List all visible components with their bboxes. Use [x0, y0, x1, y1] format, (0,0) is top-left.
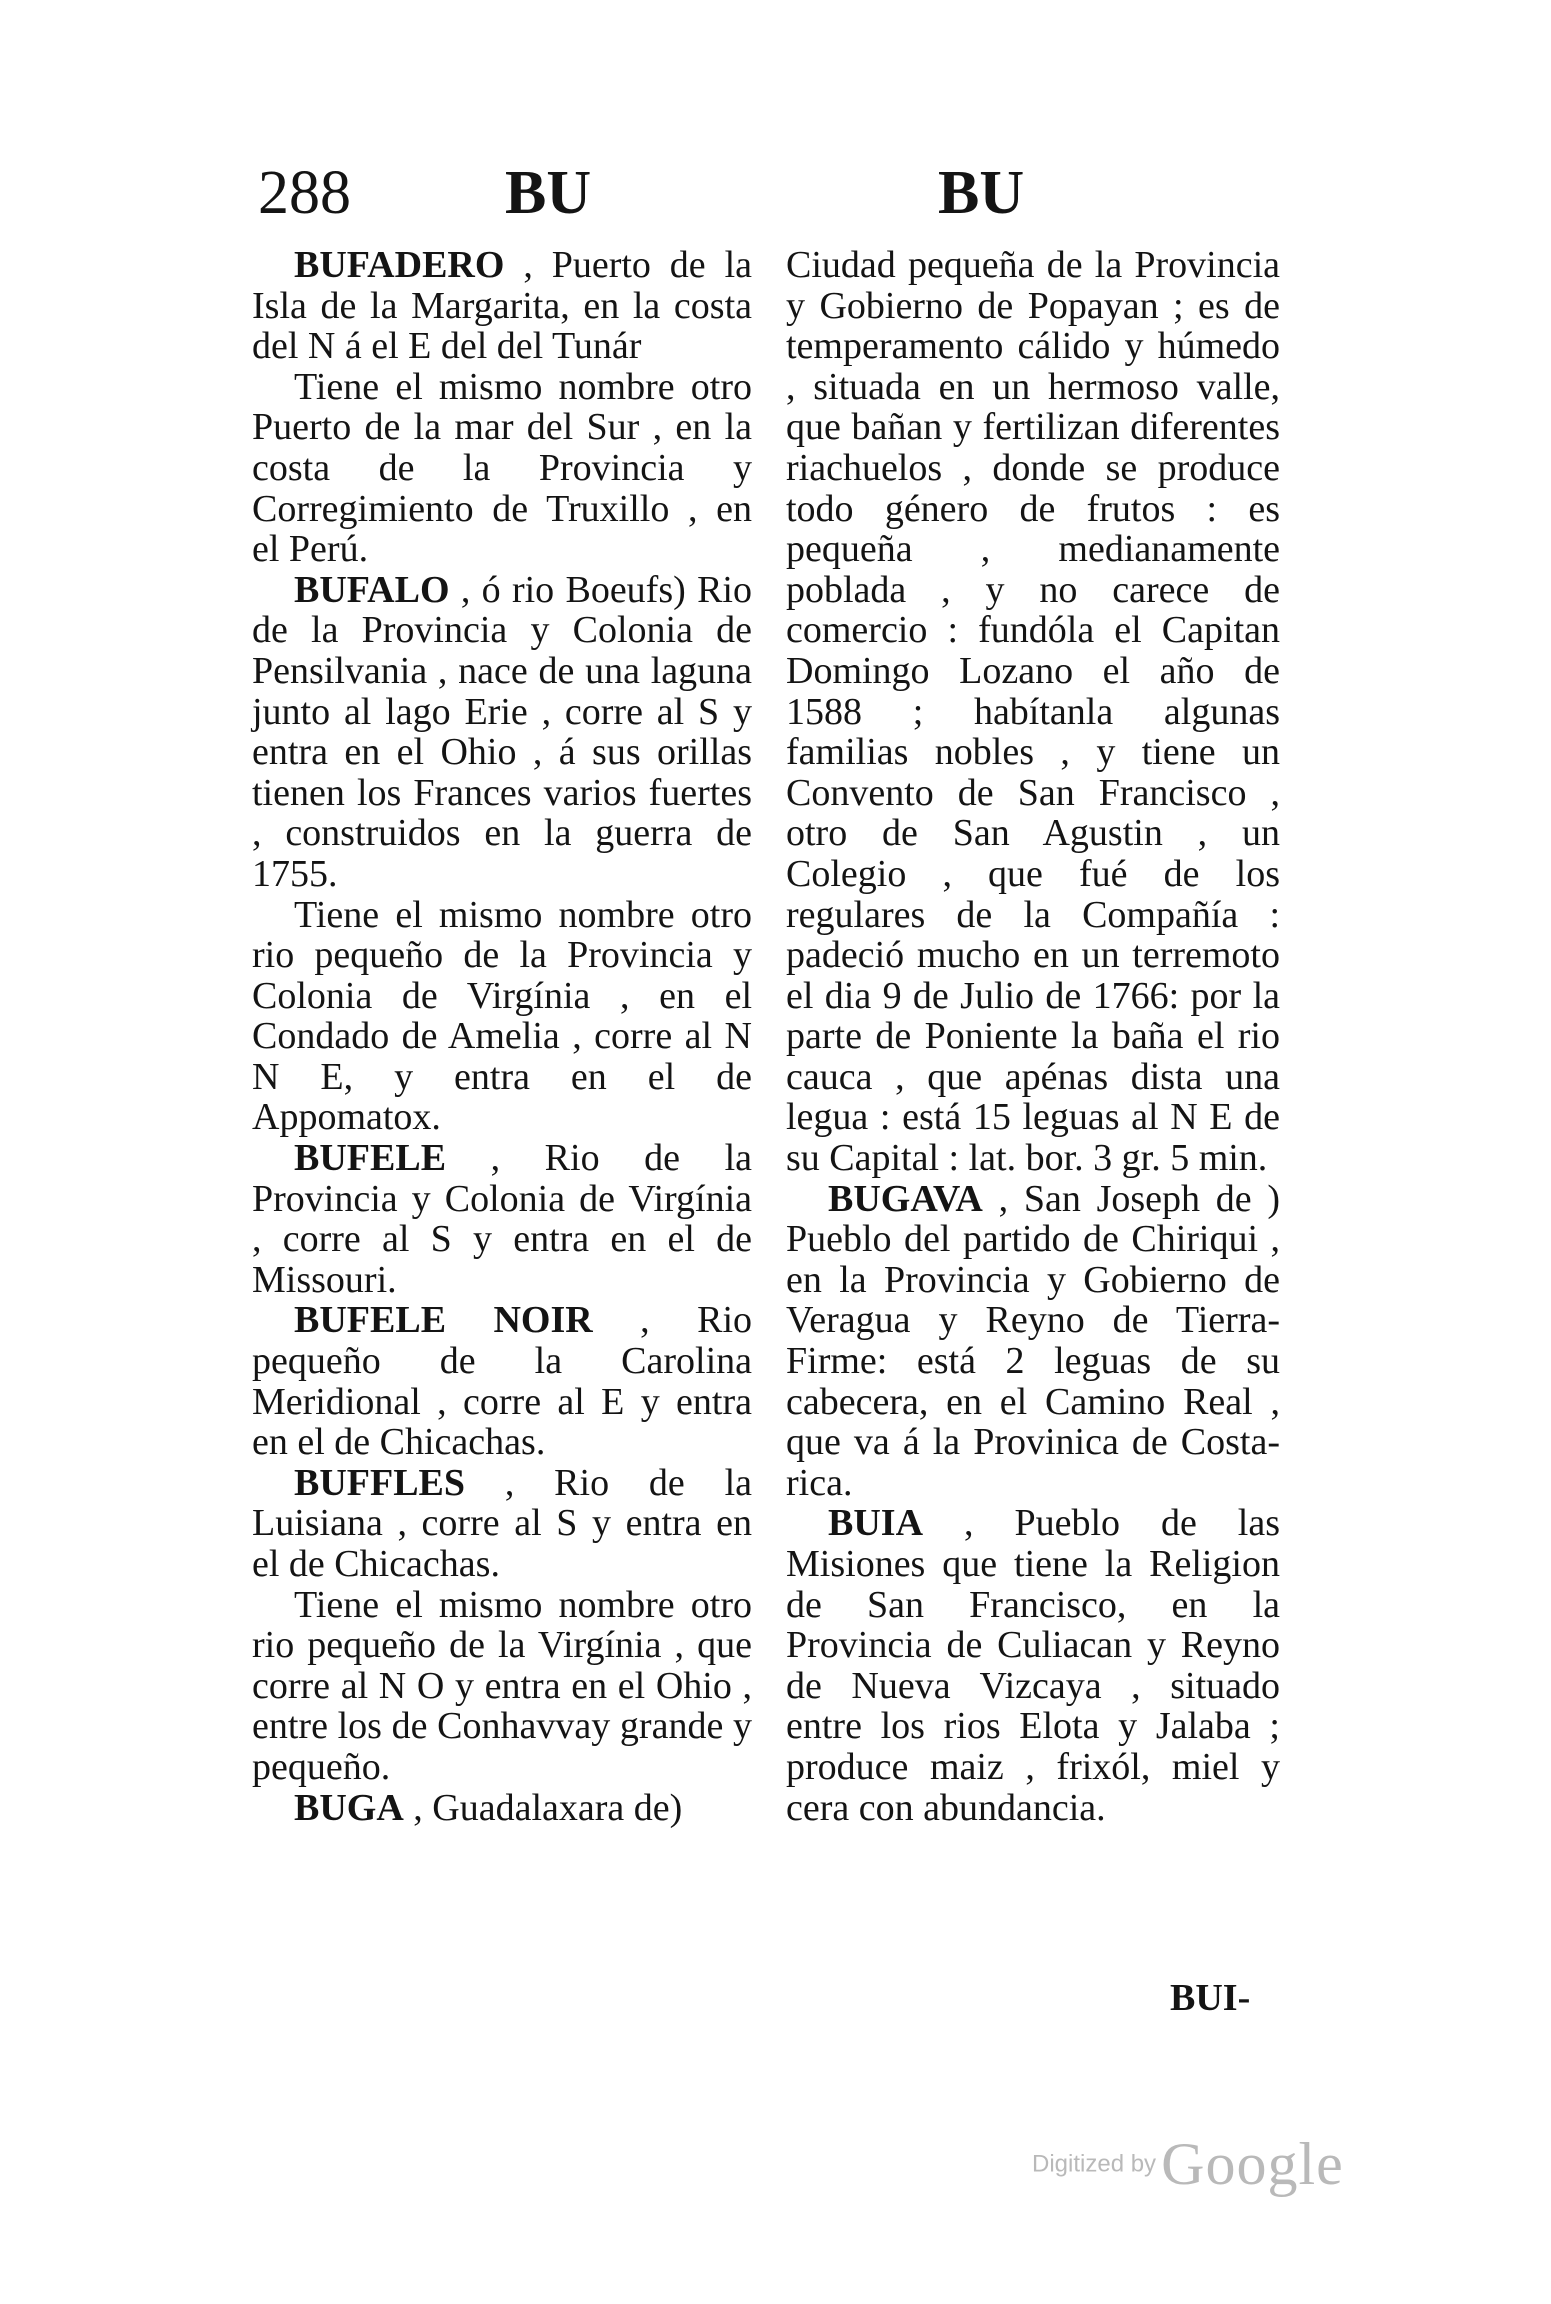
google-logo: Google: [1161, 2131, 1344, 2197]
dictionary-entry: [786, 1179, 1280, 1504]
dictionary-entry: [786, 1503, 1280, 1828]
entry-text: Tiene el mismo nombre otro rio pequeño de la Provincia y Colonia de Virgínia , en el Condado de Amelia , corre al N N E, y entra en el de Appomatox.: [252, 893, 752, 1139]
entry-headword: BUGA: [294, 1786, 404, 1829]
entry-headword: BUFADERO: [294, 244, 505, 286]
entry-text: Tiene el mismo nombre otro Puerto de la mar del Sur , en la costa de la Provincia y Corregimiento de Truxillo , en el Perú.: [252, 365, 752, 571]
entry-text: , Puerto de la Isla de la Margarita, en la costa del N á el E del del Tunár: [252, 244, 752, 368]
catchword: BUI-: [1170, 1977, 1251, 2019]
entry-text: , San Joseph de ) Pueblo del partido de Chiriqui , en la Provincia y Gobierno de Veragua y Reyno de Tierra-Firme: está 2 leguas de su cabecera, en el Camino Real , que va á la Provinica de Costa-rica.: [786, 1177, 1281, 1504]
entry-text: Ciudad pequeña de la Provincia y Gobierno de Popayan ; es de temperamento cálido y húmedo , situada en un hermoso valle, que bañan y fertilizan diferentes riachuelos , donde se produce todo género de frutos : es pequeña , medianamente poblada , y no carece de comercio : fundóla el Capitan Domingo Lozano el año de 1588 ; habítanla algunas familias nobles , y tiene un Convento de San Francisco , otro de San Agustin , un Colegio , que fué de los regulares de la Compañía : padeció mucho en un terremoto el dia 9 de Julio de 1766: por la parte de Poniente la baña el rio cauca , que apénas dista una legua : está 15 leguas al N E de su Capital : lat. bor. 3 gr. 5 min.: [786, 244, 1280, 1180]
entry-headword: BUFELE NOIR: [294, 1299, 593, 1342]
dictionary-entry: [252, 1300, 752, 1462]
left-running-head: BU: [505, 159, 592, 227]
page-number: 288: [258, 159, 351, 227]
dictionary-entry: [252, 895, 752, 1139]
entry-headword: BUFALO: [294, 568, 450, 611]
entry-text: , Guadalaxara de): [413, 1786, 683, 1829]
google-watermark: [1032, 2130, 1344, 2210]
entry-text: , Rio pequeño de la Carolina Meridional , corre al E y entra en el de Chicachas.: [252, 1299, 752, 1464]
dictionary-entry: [252, 1585, 752, 1788]
entry-text: , Pueblo de las Misiones que tiene la Religion de San Francisco, en la Provincia de Culiacan y Reyno de Nueva Vizcaya , situado entre los rios Elota y Jalaba ; produce maiz , frixól, miel y cera con abundancia.: [786, 1502, 1281, 1829]
right-column: [786, 245, 1280, 1828]
dictionary-entry: [252, 1788, 752, 1829]
right-running-head: BU: [938, 159, 1025, 227]
dictionary-entry: [252, 570, 752, 895]
dictionary-entry: [252, 245, 752, 367]
entry-headword: BUIA: [828, 1502, 924, 1545]
entry-headword: BUGAVA: [828, 1177, 983, 1220]
entry-text: Tiene el mismo nombre otro rio pequeño de la Virgínia , que corre al N O y entra en el Ohio , entre los de Conhavvay grande y pequeño.: [252, 1583, 752, 1788]
dictionary-entry: [252, 367, 752, 570]
dictionary-entry: [252, 1138, 752, 1300]
left-column: [252, 245, 752, 1828]
entry-headword: BUFELE: [294, 1137, 447, 1180]
dictionary-entry: [252, 1463, 752, 1585]
watermark-prefix: Digitized by: [1032, 2150, 1157, 2178]
entry-text: , Rio de la Luisiana , corre al S y entra en el de Chicachas.: [252, 1461, 752, 1585]
dictionary-entry: [786, 245, 1280, 1179]
entry-text: , ó rio Boeufs) Rio de la Provincia y Colonia de Pensilvania , nace de una laguna junto al lago Erie , corre al S y entra en el Ohio , á sus orillas tienen los Frances varios fuertes , construidos en la guerra de 1755.: [252, 568, 752, 895]
entry-text: , Rio de la Provincia y Colonia de Virgínia , corre al S y entra en el de Missouri.: [252, 1137, 752, 1301]
entry-headword: BUFFLES: [294, 1461, 466, 1504]
